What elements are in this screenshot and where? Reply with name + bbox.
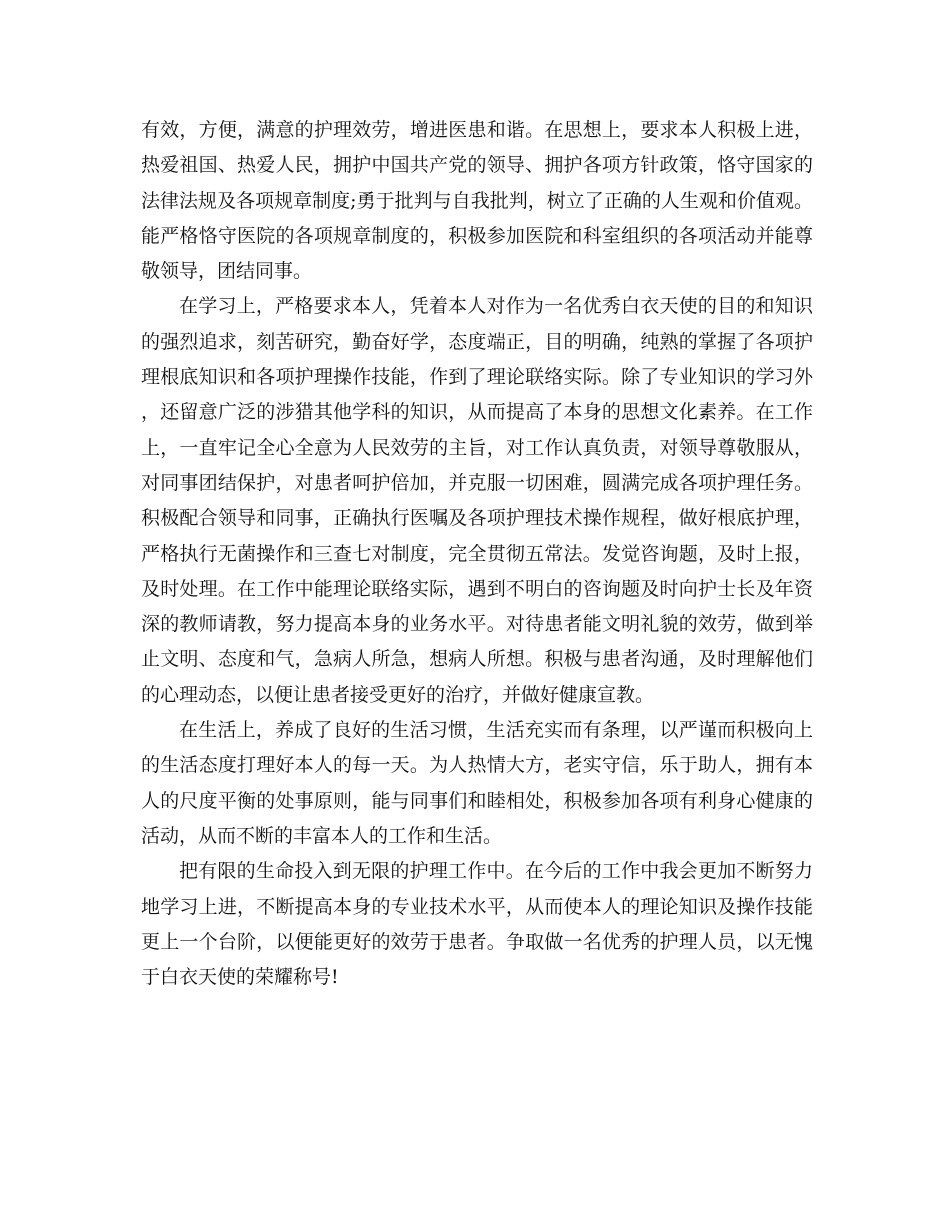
paragraph-continuation: 有效，方便，满意的护理效劳，增进医患和谐。在思想上，要求本人积极上进，热爱祖国、热爱人民，拥护中国共产党的领导、拥护各项方针政策，恪守国家的法律法规及各项规章制度;勇于批判与自我批判，树立了正确的人生观和价值观。能严格恪守医院的各项规章制度的，积极参加医院和科室组织的各项活动并能尊敬领导，团结同事。 xyxy=(141,119,813,283)
paragraph-life: 在生活上，养成了良好的生活习惯，生活充实而有条理，以严谨而积极向上的生活态度打理好本人的每一天。为人热情大方，老实守信，乐于助人，拥有本人的尺度平衡的处事原则，能与同事们和睦相处，积极参加各项有利身心健康的活动，从而不断的丰富本人的工作和生活。 xyxy=(141,719,813,847)
paragraph-study: 在学习上，严格要求本人，凭着本人对作为一名优秀白衣天使的目的和知识的强烈追求，刻苦研究，勤奋好学，态度端正，目的明确，纯熟的掌握了各项护理根底知识和各项护理操作技能，作到了理论联络实际。除了专业知识的学习外，还留意广泛的涉猎其他学科的知识，从而提高了本身的思想文化素养。在工作上，一直牢记全心全意为人民效劳的主旨，对工作认真负责，对领导尊敬服从，对同事团结保护，对患者呵护倍加，并克服一切困难，圆满完成各项护理任务。积极配合领导和同事，正确执行医嘱及各项护理技术操作规程，做好根底护理，严格执行无菌操作和三查七对制度，完全贯彻五常法。发觉咨询题，及时上报，及时处理。在工作中能理论联络实际，遇到不明白的咨询题及时向护士长及年资深的教师请教，努力提高本身的业务水平。对待患者能文明礼貌的效劳，做到举止文明、态度和气，急病人所急，想病人所想。积极与患者沟通，及时理解他们的心理动态，以便让患者接受更好的治疗，并做好健康宣教。 xyxy=(141,295,813,706)
document-body xyxy=(141,113,813,995)
paragraph-closing: 把有限的生命投入到无限的护理工作中。在今后的工作中我会更加不断努力地学习上进，不断提高本身的专业技术水平，从而使本人的理论知识及操作技能更上一个台阶，以便能更好的效劳于患者。争取做一名优秀的护理人员，以无愧于白衣天使的荣耀称号! xyxy=(141,860,813,989)
